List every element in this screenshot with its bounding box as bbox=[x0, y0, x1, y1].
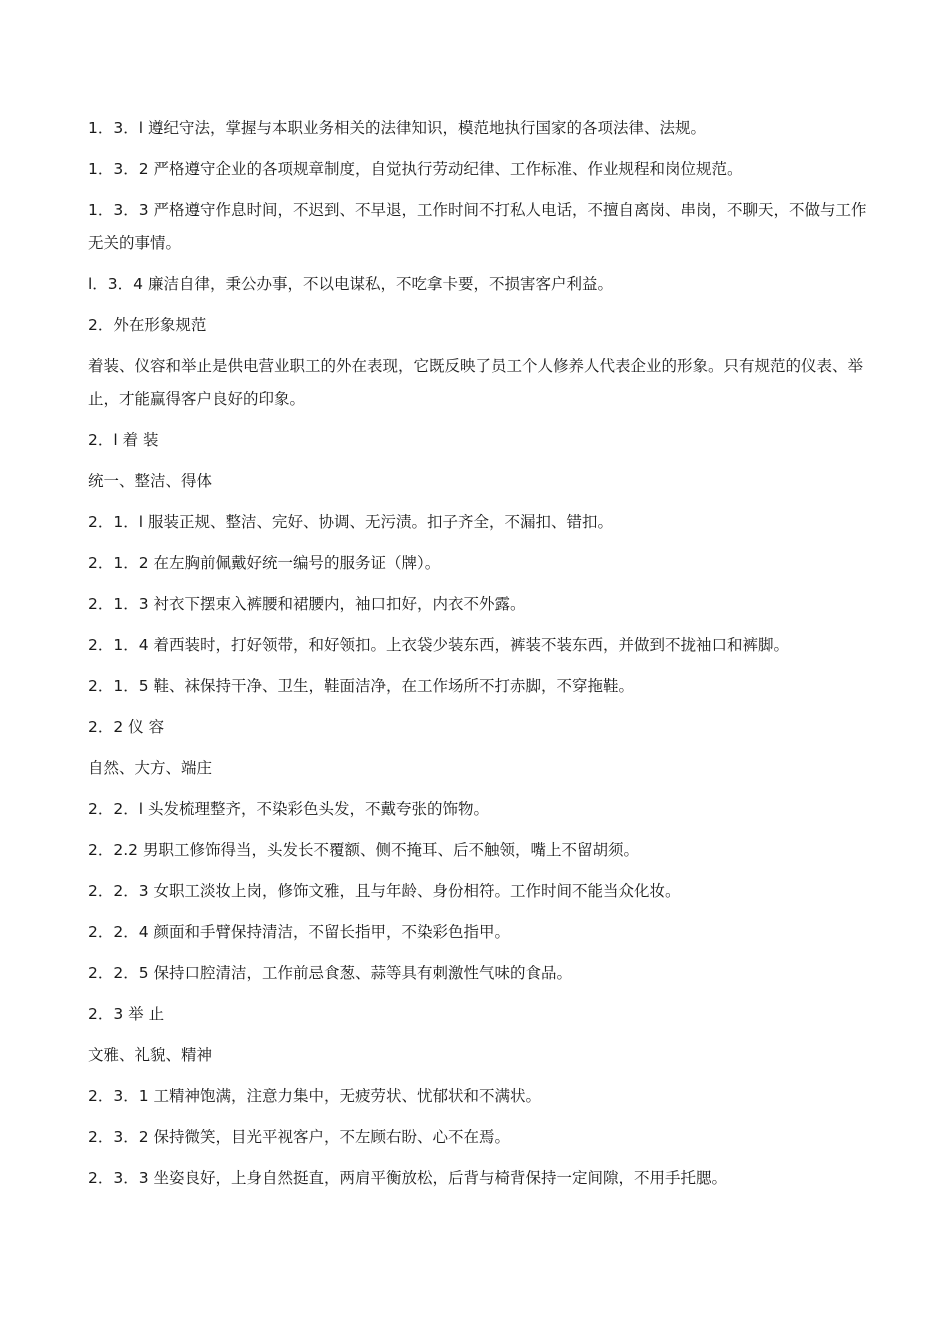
clause-2-1-5: 2．1．5 鞋、袜保持干净、卫生，鞋面洁净，在工作场所不打赤脚，不穿拖鞋。 bbox=[88, 677, 635, 695]
clause-2-1-4: 2．1．4 着西装时，打好领带，和好领扣。上衣袋少装东西，裤装不装东西，并做到不拢袖口和裤脚。 bbox=[88, 636, 790, 654]
clause-2-1-3: 2．1．3 衬衣下摆束入裤腰和裙腰内，袖口扣好，内衣不外露。 bbox=[88, 595, 526, 613]
clause-2-3-3: 2．3．3 坐姿良好，上身自然挺直，两肩平衡放松，后背与椅背保持一定间隙，不用手托腮。 bbox=[88, 1169, 728, 1187]
clause-2-3-2: 2．3．2 保持微笑，目光平视客户，不左顾右盼、心不在焉。 bbox=[88, 1128, 511, 1146]
clause-1-3-1: 1．3．l 遵纪守法，掌握与本职业务相关的法律知识，模范地执行国家的各项法律、法规。 bbox=[88, 119, 706, 137]
clause-2-2-4: 2．2．4 颜面和手臂保持清洁，不留长指甲，不染彩色指甲。 bbox=[88, 923, 511, 941]
subsection-heading-2-2: 2．2 仪 容 bbox=[88, 718, 165, 736]
clause-2-2-3: 2．2．3 女职工淡妆上岗，修饰文雅，且与年龄、身份相符。工作时间不能当众化妆。 bbox=[88, 882, 681, 900]
subsection-2-1-summary: 统一、整洁、得体 bbox=[88, 472, 213, 490]
subsection-2-2-summary: 自然、大方、端庄 bbox=[88, 759, 213, 777]
clause-2-3-1: 2．3．1 工精神饱满，注意力集中，无疲劳状、忧郁状和不满状。 bbox=[88, 1087, 542, 1105]
subsection-2-3-summary: 文雅、礼貌、精神 bbox=[88, 1046, 213, 1064]
subsection-heading-2-1: 2．l 着 装 bbox=[88, 431, 159, 449]
section-2-intro: 着装、仪容和举止是供电营业职工的外在表现，它既反映了员工个人修养人代表企业的形象。只有规范的仪表、举止，才能赢得客户良好的印象。 bbox=[88, 357, 864, 408]
clause-2-2-2: 2．2.2 男职工修饰得当，头发长不覆额、侧不掩耳、后不触领，嘴上不留胡须。 bbox=[88, 841, 639, 859]
subsection-heading-2-3: 2．3 举 止 bbox=[88, 1005, 165, 1023]
clause-2-2-1: 2．2．l 头发梳理整齐，不染彩色头发，不戴夸张的饰物。 bbox=[88, 800, 489, 818]
clause-2-2-5: 2．2．5 保持口腔清洁，工作前忌食葱、蒜等具有刺激性气味的食品。 bbox=[88, 964, 573, 982]
clause-1-3-4: l．3．4 廉洁自律，秉公办事，不以电谋私，不吃拿卡要，不损害客户利益。 bbox=[88, 275, 613, 293]
clause-2-1-2: 2．1．2 在左胸前佩戴好统一编号的服务证（牌）。 bbox=[88, 554, 441, 572]
clause-1-3-3: 1．3．3 严格遵守作息时间，不迟到、不早退，工作时间不打私人电话，不擅自离岗、串岗，不聊天，不做与工作无关的事情。 bbox=[88, 201, 867, 252]
section-heading-2: 2．外在形象规范 bbox=[88, 316, 207, 334]
document-body bbox=[88, 112, 868, 1203]
clause-1-3-2: 1．3．2 严格遵守企业的各项规章制度，自觉执行劳动纪律、工作标准、作业规程和岗位规范。 bbox=[88, 160, 743, 178]
clause-2-1-1: 2．1．l 服装正规、整洁、完好、协调、无污渍。扣子齐全，不漏扣、错扣。 bbox=[88, 513, 613, 531]
